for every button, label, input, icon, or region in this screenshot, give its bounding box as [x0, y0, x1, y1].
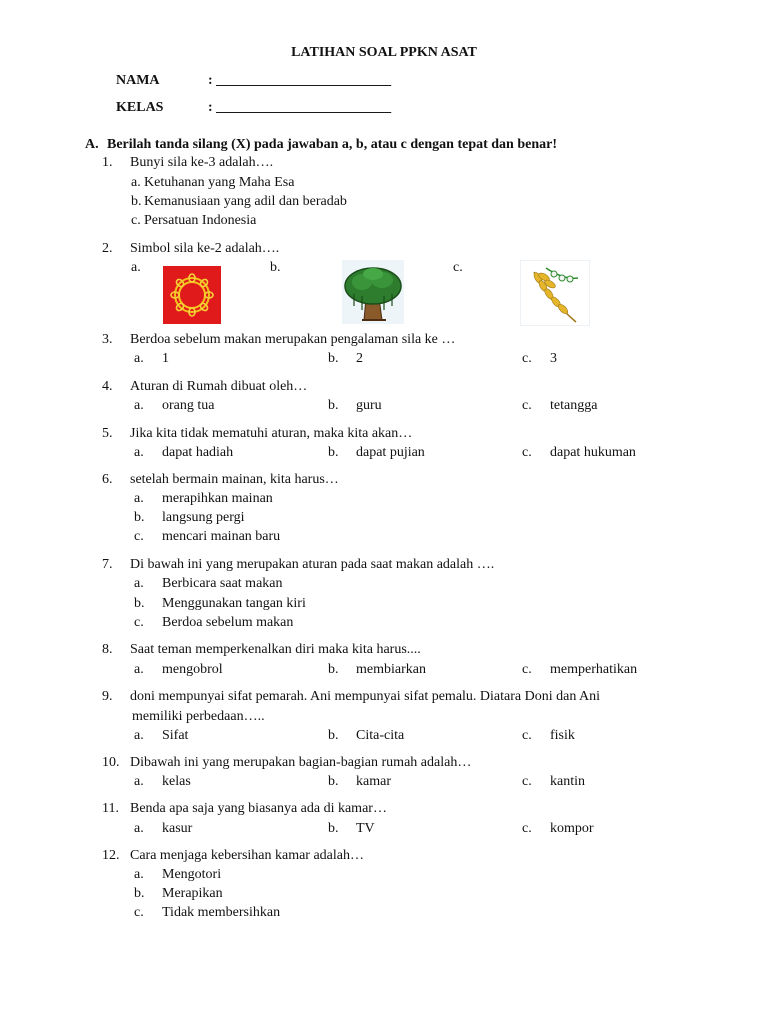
- option-text[interactable]: mengobrol: [162, 662, 223, 677]
- option-letter[interactable]: b.: [131, 194, 142, 209]
- option-letter[interactable]: a.: [134, 662, 144, 677]
- question-number: 3.: [102, 332, 113, 347]
- question-text: setelah bermain mainan, kita harus…: [130, 472, 339, 487]
- option-letter[interactable]: a.: [131, 260, 141, 275]
- option-letter[interactable]: c.: [522, 351, 532, 366]
- option-letter[interactable]: b.: [134, 596, 145, 611]
- option-letter[interactable]: b.: [328, 662, 339, 677]
- section-letter: A.: [85, 137, 99, 152]
- option-text[interactable]: Ketuhanan yang Maha Esa: [144, 175, 295, 190]
- option-letter[interactable]: b.: [134, 886, 145, 901]
- option-letter[interactable]: c.: [134, 905, 144, 920]
- option-text[interactable]: dapat pujian: [356, 445, 425, 460]
- chain-icon[interactable]: [163, 266, 221, 324]
- option-letter[interactable]: a.: [134, 821, 144, 836]
- question-number: 11.: [102, 801, 119, 816]
- option-text[interactable]: 2: [356, 351, 363, 366]
- option-letter[interactable]: b.: [270, 260, 281, 275]
- option-text[interactable]: kasur: [162, 821, 193, 836]
- option-text[interactable]: kompor: [550, 821, 594, 836]
- question-number: 2.: [102, 241, 113, 256]
- question-number: 12.: [102, 848, 120, 863]
- question-text: Aturan di Rumah dibuat oleh…: [130, 379, 308, 394]
- option-text[interactable]: Menggunakan tangan kiri: [162, 596, 306, 611]
- option-text[interactable]: orang tua: [162, 398, 215, 413]
- question-number: 5.: [102, 426, 113, 441]
- option-letter[interactable]: a.: [134, 398, 144, 413]
- option-letter[interactable]: c.: [131, 213, 141, 228]
- kelas-field[interactable]: : _________________________: [208, 100, 392, 115]
- question-number: 1.: [102, 155, 113, 170]
- kelas-label: KELAS: [116, 100, 164, 115]
- option-letter[interactable]: a.: [134, 351, 144, 366]
- option-letter[interactable]: a.: [134, 576, 144, 591]
- option-text[interactable]: guru: [356, 398, 382, 413]
- question-text: Saat teman memperkenalkan diri maka kita harus....: [130, 642, 421, 657]
- option-letter[interactable]: a.: [134, 774, 144, 789]
- option-letter[interactable]: a.: [134, 728, 144, 743]
- section-instruction: Berilah tanda silang (X) pada jawaban a, b, atau c dengan tepat dan benar!: [107, 137, 558, 152]
- question-number: 9.: [102, 689, 113, 704]
- option-letter[interactable]: b.: [134, 510, 145, 525]
- option-text[interactable]: memperhatikan: [550, 662, 638, 677]
- question-number: 6.: [102, 472, 113, 487]
- option-text[interactable]: dapat hukuman: [550, 445, 636, 460]
- question-text: Benda apa saja yang biasanya ada di kamar…: [130, 801, 387, 816]
- option-letter[interactable]: b.: [328, 821, 339, 836]
- option-text[interactable]: Merapikan: [162, 886, 223, 901]
- question-text: Di bawah ini yang merupakan aturan pada saat makan adalah ….: [130, 557, 495, 572]
- question-number: 7.: [102, 557, 113, 572]
- option-text[interactable]: tetangga: [550, 398, 598, 413]
- option-letter[interactable]: c.: [134, 615, 144, 630]
- option-letter[interactable]: c.: [522, 398, 532, 413]
- option-letter[interactable]: c.: [134, 529, 144, 544]
- option-letter[interactable]: b.: [328, 398, 339, 413]
- option-text[interactable]: 3: [550, 351, 557, 366]
- option-text[interactable]: Cita-cita: [356, 728, 405, 743]
- option-text[interactable]: Mengotori: [162, 867, 222, 882]
- option-text[interactable]: kamar: [356, 774, 391, 789]
- question-text: Cara menjaga kebersihan kamar adalah…: [130, 848, 365, 863]
- option-letter[interactable]: b.: [328, 728, 339, 743]
- option-text[interactable]: mencari mainan baru: [162, 529, 281, 544]
- option-text[interactable]: dapat hadiah: [162, 445, 234, 460]
- nama-field[interactable]: : _________________________: [208, 73, 392, 88]
- option-letter[interactable]: a.: [131, 175, 141, 190]
- option-text[interactable]: Berdoa sebelum makan: [162, 615, 294, 630]
- question-text-continued: memiliki perbedaan…..: [132, 709, 265, 724]
- rice-cotton-icon[interactable]: [520, 260, 590, 326]
- option-letter[interactable]: c.: [522, 774, 532, 789]
- option-text[interactable]: Tidak membersihkan: [162, 905, 281, 920]
- option-letter[interactable]: c.: [522, 821, 532, 836]
- question-text: Bunyi sila ke-3 adalah….: [130, 155, 274, 170]
- option-text[interactable]: merapihkan mainan: [162, 491, 273, 506]
- option-text[interactable]: Berbicara saat makan: [162, 576, 283, 591]
- option-text[interactable]: Persatuan Indonesia: [144, 213, 257, 228]
- option-text[interactable]: membiarkan: [356, 662, 426, 677]
- banyan-tree-icon[interactable]: [342, 260, 404, 324]
- option-letter[interactable]: c.: [522, 728, 532, 743]
- option-letter[interactable]: b.: [328, 774, 339, 789]
- option-text[interactable]: Sifat: [162, 728, 189, 743]
- question-number: 4.: [102, 379, 113, 394]
- question-text: Dibawah ini yang merupakan bagian-bagian rumah adalah…: [130, 755, 472, 770]
- option-text[interactable]: Kemanusiaan yang adil dan beradab: [144, 194, 347, 209]
- option-letter[interactable]: b.: [328, 351, 339, 366]
- option-text[interactable]: kantin: [550, 774, 585, 789]
- option-letter[interactable]: b.: [328, 445, 339, 460]
- question-text: Jika kita tidak mematuhi aturan, maka kita akan…: [130, 426, 413, 441]
- question-number: 8.: [102, 642, 113, 657]
- page-title: LATIHAN SOAL PPKN ASAT: [291, 45, 477, 60]
- option-letter[interactable]: a.: [134, 491, 144, 506]
- question-text: Simbol sila ke-2 adalah….: [130, 241, 280, 256]
- option-letter[interactable]: a.: [134, 445, 144, 460]
- option-text[interactable]: fisik: [550, 728, 575, 743]
- option-letter[interactable]: c.: [522, 662, 532, 677]
- option-letter[interactable]: c.: [453, 260, 463, 275]
- question-number: 10.: [102, 755, 120, 770]
- question-text: doni mempunyai sifat pemarah. Ani mempunyai sifat pemalu. Diatara Doni dan Ani: [130, 689, 601, 704]
- option-letter[interactable]: c.: [522, 445, 532, 460]
- option-text[interactable]: 1: [162, 351, 169, 366]
- option-letter[interactable]: a.: [134, 867, 144, 882]
- question-text: Berdoa sebelum makan merupakan pengalaman sila ke …: [130, 332, 456, 347]
- nama-label: NAMA: [116, 73, 160, 88]
- option-text[interactable]: kelas: [162, 774, 191, 789]
- option-text[interactable]: TV: [356, 821, 375, 836]
- option-text[interactable]: langsung pergi: [162, 510, 245, 525]
